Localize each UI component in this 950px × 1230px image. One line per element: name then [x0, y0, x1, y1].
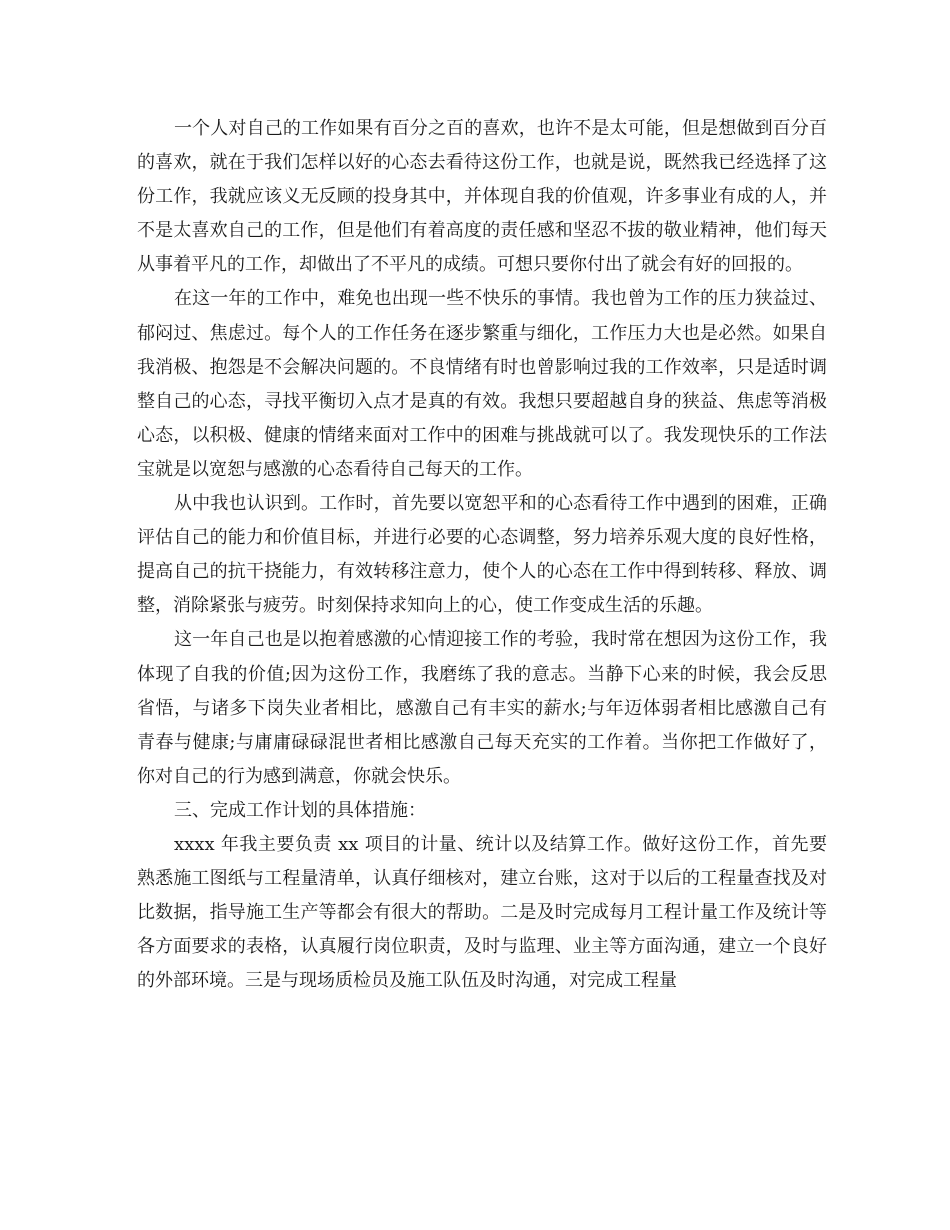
document-body	[137, 112, 827, 998]
paragraph-lessons-learned: 从中我也认识到。工作时，首先要以宽恕平和的心态看待工作中遇到的困难，正确评估自己的能力和价值目标，并进行必要的心态调整，努力培养乐观大度的良好性格，提高自己的抗干挠能力，有效转移注意力，使个人的心态在工作中得到转移、释放、调整，消除紧张与疲劳。时刻保持求知向上的心，使工作变成生活的乐趣。	[137, 493, 827, 617]
paragraph-work-plan: xxxx 年我主要负责 xx 项目的计量、统计以及结算工作。做好这份工作，首先要熟悉施工图纸与工程量清单，认真仔细核对，建立台账，这对于以后的工程量查找及对比数据，指导施工生产等都会有很大的帮助。二是及时完成每月工程计量工作及统计等各方面要求的表格，认真履行岗位职责，及时与监理、业主等方面沟通，建立一个良好的外部环境。三是与现场质检员及施工队伍及时沟通，对完成工程量	[137, 833, 827, 992]
paragraph-gratitude: 这一年自己也是以抱着感激的心情迎接工作的考验，我时常在想因为这份工作，我体现了自我的价值;因为这份工作，我磨练了我的意志。当静下心来的时候，我会反思省悟，与诸多下岗失业者相比，感激自己有丰实的薪水;与年迈体弱者相比感激自己有青春与健康;与庸庸碌碌混世者相比感激自己每天充实的工作着。当你把工作做好了，你对自己的行为感到满意，你就会快乐。	[137, 629, 827, 787]
paragraph-work-pressure: 在这一年的工作中，难免也出现一些不快乐的事情。我也曾为工作的压力狭益过、郁闷过、焦虑过。每个人的工作任务在逐步繁重与细化，工作压力大也是必然。如果自我消极、抱怨是不会解决问题的。不良情绪有时也曾影响过我的工作效率，只是适时调整自己的心态，寻找平衡切入点才是真的有效。我想只要超越自身的狭益、焦虑等消极心态，以积极、健康的情绪来面对工作中的困难与挑战就可以了。我发现快乐的工作法宝就是以宽恕与感激的心态看待自己每天的工作。	[137, 288, 827, 480]
paragraph-work-attitude: 一个人对自己的工作如果有百分之百的喜欢，也许不是太可能，但是想做到百分百的喜欢，就在于我们怎样以好的心态去看待这份工作，也就是说，既然我已经选择了这份工作，我就应该义无反顾的投身其中，并体现自我的价值观，许多事业有成的人，并不是太喜欢自己的工作，但是他们有着高度的责任感和坚忍不拔的敬业精神，他们每天从事着平凡的工作，却做出了不平凡的成绩。可想只要你付出了就会有好的回报的。	[137, 118, 827, 276]
section-heading-measures: 三、完成工作计划的具体措施：	[174, 799, 426, 821]
